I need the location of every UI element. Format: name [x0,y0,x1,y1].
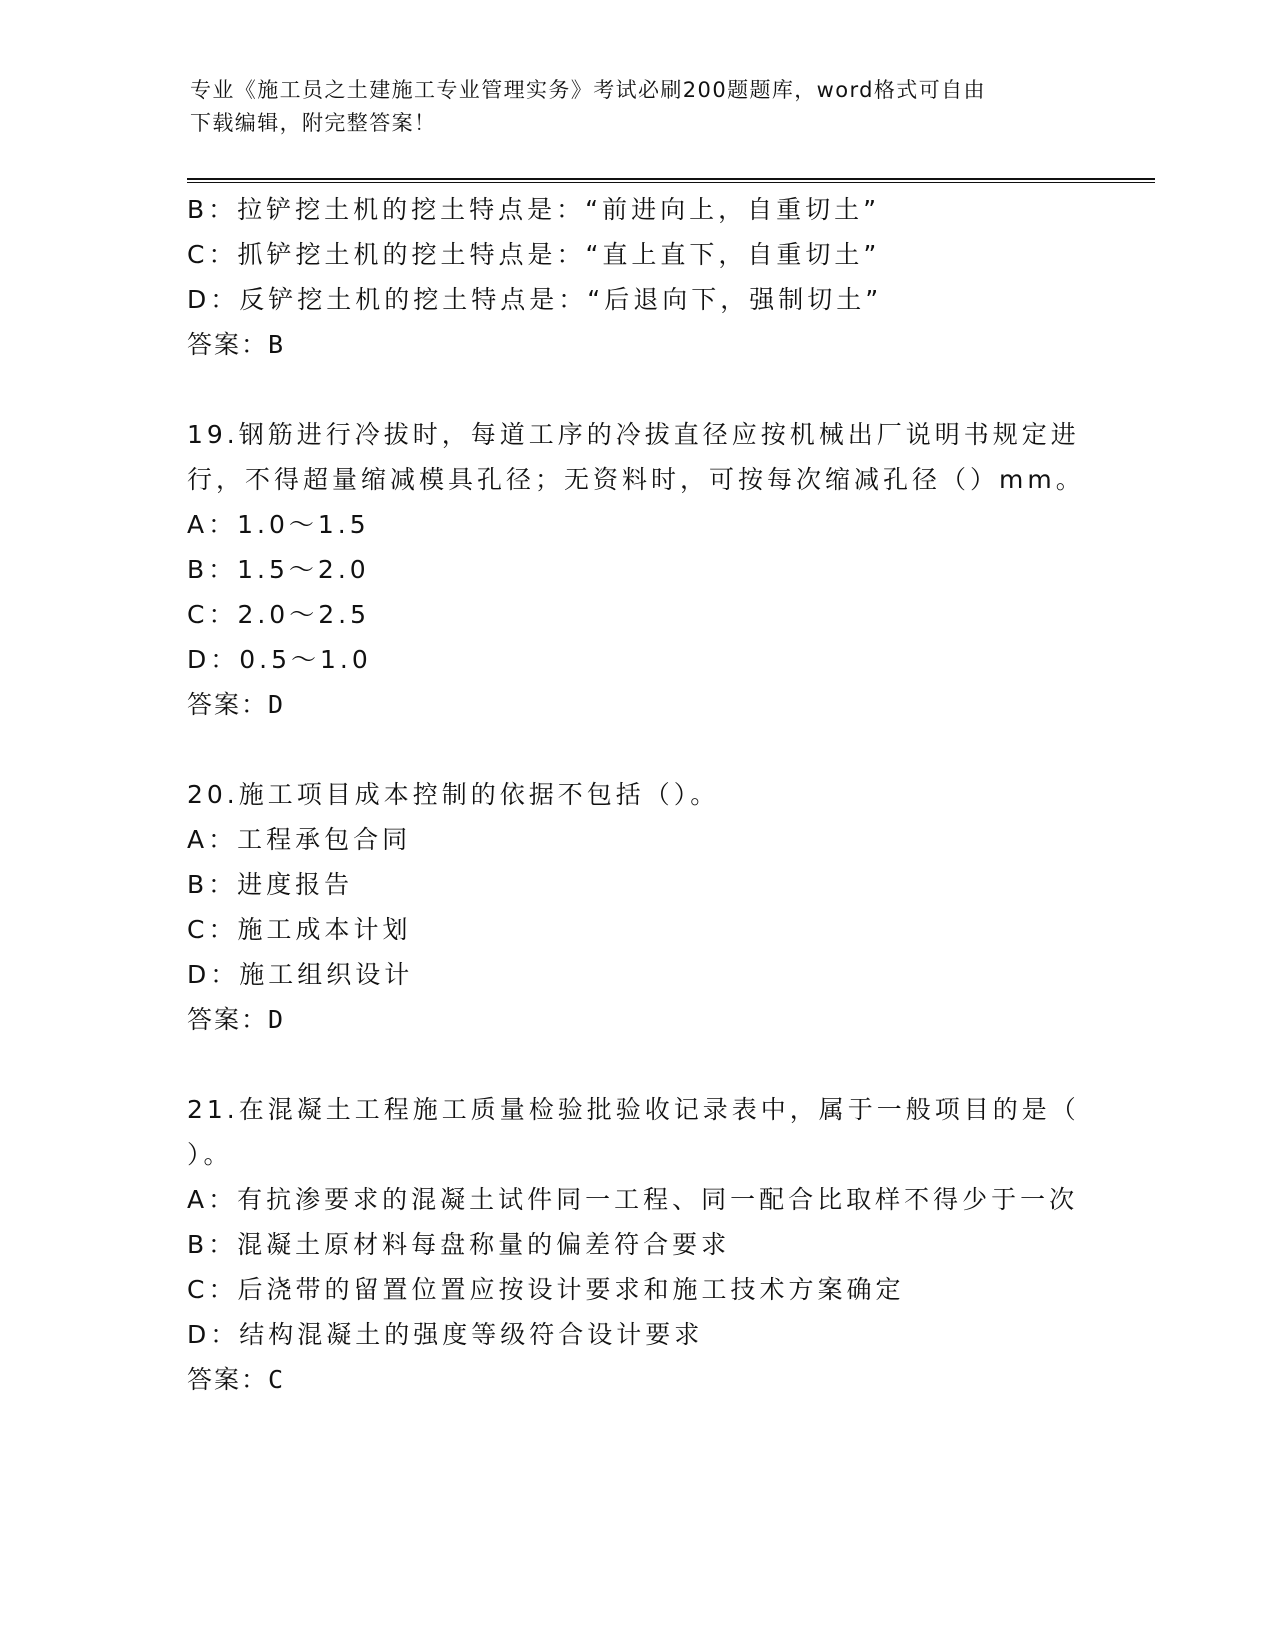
q20-answer-label: 答案： [187,1005,269,1034]
header-divider-thick [187,178,1155,180]
q18-answer-label: 答案： [187,330,269,359]
q20-option-c: C：施工成本计划 [187,915,412,944]
q18-option-b: B：拉铲挖土机的挖土特点是：“前进向上，自重切土” [187,195,881,224]
q19-stem-line-2: 行，不得超量缩减模具孔径；无资料时，可按每次缩减孔径（）mm。 [187,465,1085,494]
q21-stem-line-1: 21.在混凝土工程施工质量检验批验收记录表中，属于一般项目的是（ [187,1095,1080,1124]
q21-option-d: D：结构混凝土的强度等级符合设计要求 [187,1320,704,1349]
q19-option-a: A：1.0～1.5 [187,510,370,539]
q20-stem-line-1: 20.施工项目成本控制的依据不包括（）。 [187,780,720,809]
q20-answer-value: D [268,1005,286,1034]
q19-answer-label: 答案： [187,690,269,719]
q20-option-d: D：施工组织设计 [187,960,414,989]
q18-answer [187,330,285,360]
q19-option-c: C：2.0～2.5 [187,600,370,629]
header-title-line-2: 下载编辑，附完整答案！ [190,111,437,135]
q19-stem-line-1: 19.钢筋进行冷拔时，每道工序的冷拔直径应按机械出厂说明书规定进 [187,420,1080,449]
q19-answer [187,690,285,720]
document-header [190,74,1070,140]
q19-option-d: D：0.5～1.0 [187,645,372,674]
q21-option-c: C：后浇带的留置位置应按设计要求和施工技术方案确定 [187,1275,905,1304]
header-divider-thin [187,182,1155,183]
q20-option-b: B：进度报告 [187,870,354,899]
q18-option-d: D：反铲挖土机的挖土特点是：“后退向下，强制切土” [187,285,883,314]
q20-option-a: A：工程承包合同 [187,825,412,854]
q21-stem-line-2: ）。 [187,1140,233,1169]
header-title-line-1: 专业《施工员之土建施工专业管理实务》考试必刷200题题库，word格式可自由 [190,78,986,102]
q19-option-b: B：1.5～2.0 [187,555,370,584]
q18-option-c: C：抓铲挖土机的挖土特点是：“直上直下，自重切土” [187,240,881,269]
q21-option-b: B：混凝土原材料每盘称量的偏差符合要求 [187,1230,731,1259]
q18-answer-value: B [268,330,286,359]
q21-answer [187,1365,285,1395]
q19-answer-value: D [268,690,286,719]
q21-answer-value: C [268,1365,286,1394]
q21-answer-label: 答案： [187,1365,269,1394]
q21-option-a: A：有抗渗要求的混凝土试件同一工程、同一配合比取样不得少于一次 [187,1185,1079,1214]
q20-answer [187,1005,285,1035]
